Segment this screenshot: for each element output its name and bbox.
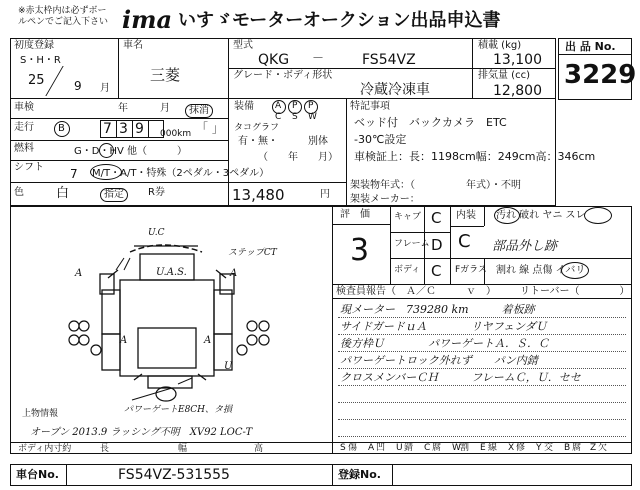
body-dims-length: 長 bbox=[100, 444, 110, 454]
note-line-5[interactable]: クロスメンバーＣＨ フレームＣ，Ｕ．セセ bbox=[340, 371, 581, 384]
special-label: 特記事項 bbox=[350, 101, 390, 112]
interior-options[interactable]: 汚れ 破れ ヤニ スレ bbox=[496, 210, 586, 221]
diagram-bottom-note: パワーゲートE8CH、タ損 bbox=[124, 405, 233, 415]
equipment-label: 装備 bbox=[234, 101, 254, 112]
grade-value[interactable]: 冷蔵冷凍車 bbox=[360, 82, 430, 98]
displacement-label: 排気量 (cc) bbox=[478, 70, 530, 81]
reg-month[interactable]: 9 bbox=[74, 79, 82, 93]
ima-logo: ima bbox=[122, 5, 173, 34]
chassis-label: 車台No. bbox=[16, 468, 59, 481]
exhibit-no[interactable]: 3229 bbox=[564, 60, 637, 90]
inspector-label: 検査員報告（ Ａ／Ｃ ｖ ） bbox=[336, 286, 496, 297]
model-label: 型式 bbox=[233, 40, 253, 51]
rating-score[interactable]: 3 bbox=[350, 233, 370, 268]
deregistered-option[interactable]: 抹消 bbox=[185, 104, 213, 118]
maker-value[interactable]: 三菱 bbox=[150, 66, 181, 84]
dealer-label: R券 bbox=[148, 187, 165, 198]
diagram-a-rear-left: A bbox=[120, 335, 128, 346]
tacho-options[interactable]: 有・無・ 別体 bbox=[238, 136, 328, 147]
symbol-legend: S 傷 A 凹 U 錆 C 腐 W 割 E 線 X 修 Y 交 B 腐 Z 欠 bbox=[332, 442, 632, 454]
model-prefix[interactable]: QKG bbox=[258, 52, 290, 68]
glass-options[interactable]: 割れ 線 点傷 イバリ bbox=[496, 265, 586, 276]
fuel-options[interactable]: G・D・HV 他（ ） bbox=[74, 146, 187, 157]
month-unit: 月 bbox=[100, 83, 110, 94]
diagram-u-note: U bbox=[224, 361, 233, 372]
note-line-3[interactable]: 後方枠Ｕ パワーゲートＡ．Ｓ．Ｃ bbox=[340, 337, 549, 350]
note-line-4[interactable]: パワーゲートロック外れず パン内錆 bbox=[340, 354, 538, 367]
equipment-codes[interactable]: A P P C S W bbox=[272, 100, 342, 122]
diagram-step-note: ステップCT bbox=[228, 248, 277, 258]
frame-label: フレーム bbox=[394, 239, 430, 249]
interior-label: 内装 bbox=[456, 210, 476, 221]
truck-diagram[interactable] bbox=[12, 208, 330, 404]
body-dims-height: 高 bbox=[254, 444, 264, 454]
model-code[interactable]: FS54VZ bbox=[362, 52, 416, 68]
special-line-1[interactable]: ベッド付 バックカメラ ETC bbox=[354, 116, 507, 129]
exhibit-no-label: 出 品 No. bbox=[565, 40, 616, 53]
inspection-year-unit: 年 bbox=[118, 103, 128, 114]
mileage-unit: 000km bbox=[160, 129, 192, 139]
model-sep: － bbox=[312, 51, 325, 65]
rating-label: 評 価 bbox=[340, 209, 370, 220]
price-currency: 円 bbox=[320, 189, 330, 200]
tacho-date[interactable]: （ 年 月） bbox=[258, 152, 338, 163]
color-value[interactable]: 白 bbox=[56, 186, 70, 201]
chassis-value[interactable]: FS54VZ-531555 bbox=[118, 467, 230, 483]
glass-label: Fガラス bbox=[455, 265, 487, 275]
mileage-digit-3[interactable]: 9 bbox=[135, 121, 144, 137]
price-value[interactable]: 13,480 bbox=[232, 186, 285, 204]
diagram-a-rear-right: A bbox=[204, 335, 212, 346]
interior-grade[interactable]: C bbox=[458, 231, 471, 252]
frame-grade[interactable]: D bbox=[431, 236, 443, 254]
footer-note[interactable]: オープン 2013.9 ラッシング不明 XV92 LOC-T bbox=[30, 427, 253, 438]
mileage-bracket: 「 」 bbox=[196, 121, 224, 135]
shift-label: シフト bbox=[14, 162, 44, 173]
cab-label: キャブ bbox=[394, 212, 422, 222]
tacho-label: タコグラフ bbox=[234, 123, 280, 133]
body-year-label: 架装物年式：（ bbox=[350, 180, 415, 191]
reg-no-field[interactable] bbox=[396, 466, 628, 484]
body-dims-label: ボディ内寸約 bbox=[18, 444, 72, 454]
diagram-uas-note: U.A.S. bbox=[156, 267, 187, 278]
body-dims-width: 幅 bbox=[178, 444, 188, 454]
inspection-month-unit: 月 bbox=[160, 103, 170, 114]
upper-info-label: 上物情報 bbox=[22, 409, 59, 419]
header-note: ※赤太枠内は必ずボールペンでご記入下さい bbox=[18, 6, 109, 27]
note-line-2[interactable]: サイドガードｕＡ リヤフェンダＵ bbox=[340, 320, 547, 333]
maker-label: 車名 bbox=[123, 40, 143, 51]
fuel-label: 燃料 bbox=[14, 143, 34, 154]
diagram-a-right: A bbox=[230, 268, 238, 279]
diagram-top-note: U.C bbox=[148, 228, 165, 238]
trailer-label: リトーバー（ ） bbox=[520, 286, 630, 297]
capacity-value[interactable]: 13,100 bbox=[493, 52, 542, 68]
shift-options[interactable]: M/T・A/T・特殊（2ペダル・3ペダル） bbox=[92, 168, 270, 179]
body-label: ボディ bbox=[394, 265, 421, 275]
mileage-digit-1[interactable]: 7 bbox=[103, 121, 112, 137]
shift-gears[interactable]: 7 bbox=[70, 167, 78, 181]
body-maker-label: 架装メーカー： bbox=[350, 194, 420, 205]
reg-no-label: 登録No. bbox=[338, 468, 381, 481]
reg-year[interactable]: 25 bbox=[28, 73, 45, 88]
interior-note[interactable]: 部品外し跡 bbox=[492, 239, 558, 254]
body-year-suffix: 年式）・不明 bbox=[466, 180, 521, 191]
designated-color[interactable]: 指定 bbox=[100, 188, 128, 202]
diagram-a-left: A bbox=[75, 268, 83, 279]
grade-label: グレード・ボディ形状 bbox=[233, 70, 333, 81]
mileage-digit-2[interactable]: 3 bbox=[119, 121, 128, 137]
capacity-label: 積載 (kg) bbox=[478, 40, 522, 51]
meter-type[interactable]: B bbox=[58, 123, 65, 134]
color-label: 色 bbox=[14, 187, 24, 198]
special-line-2[interactable]: -30℃設定 bbox=[354, 133, 407, 146]
note-line-1[interactable]: 現メーター 739280 km 着板跡 bbox=[340, 303, 535, 316]
special-line-3[interactable]: 車検証上：長：1198cm幅：249cm高：346cm bbox=[354, 150, 596, 163]
form-title: いすゞモーターオークション出品申込書 bbox=[178, 10, 501, 31]
body-grade[interactable]: C bbox=[431, 262, 442, 280]
displacement-value[interactable]: 12,800 bbox=[493, 83, 542, 99]
cab-grade[interactable]: C bbox=[431, 209, 442, 227]
era-options[interactable]: S・H・R bbox=[20, 55, 61, 66]
inspection-label: 車検 bbox=[14, 102, 34, 113]
mileage-label: 走行 bbox=[14, 122, 34, 133]
first-reg-label: 初度登録 bbox=[14, 40, 54, 51]
